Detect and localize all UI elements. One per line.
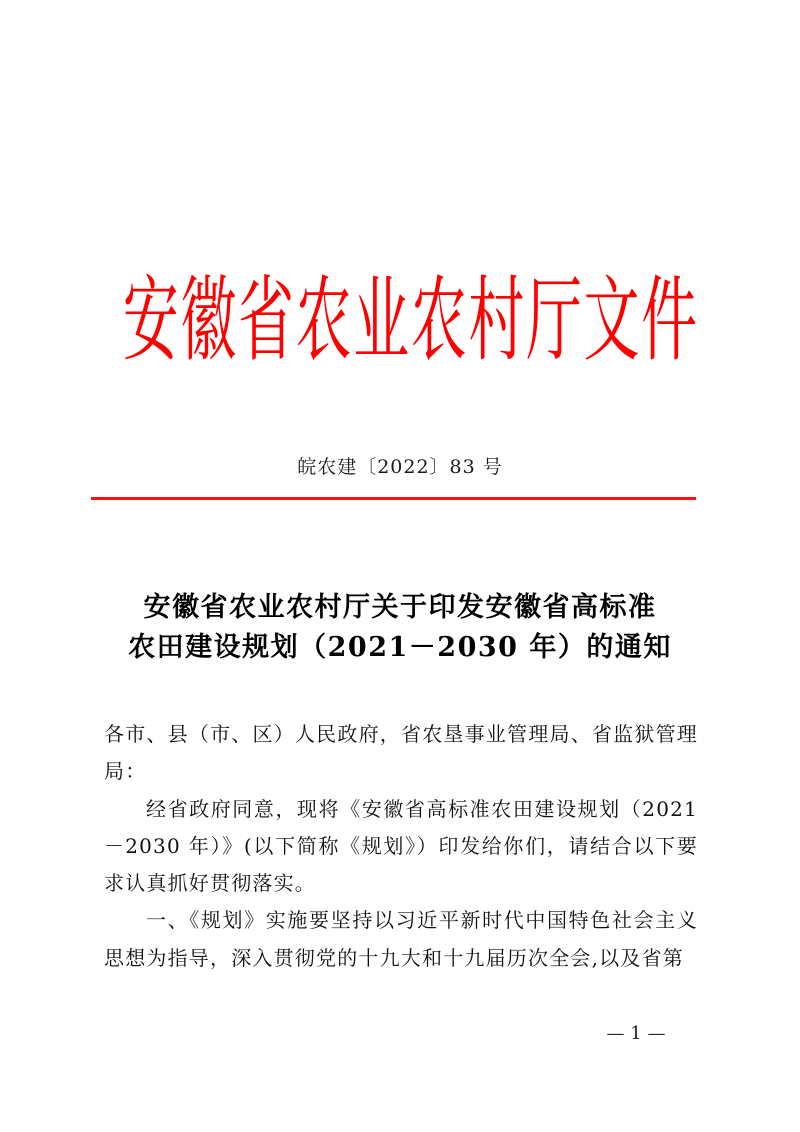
title-line-2: 农田建设规划（2021－2030 年）的通知 (128, 632, 672, 663)
masthead-char: 安 (122, 267, 179, 375)
page-number: — 1 — (606, 1023, 666, 1044)
masthead-char: 件 (641, 267, 698, 375)
body-paragraph: 经省政府同意，现将《安徽省高标准农田建设规划（2021－2030 年）》(以下简称《规划》）印发给你们，请结合以下要求认真抓好贯彻落实。 (104, 796, 698, 896)
masthead-char: 农 (295, 267, 352, 375)
masthead-char: 业 (353, 267, 410, 375)
salutation: 各市、县（市、区）人民政府，省农垦事业管理局、省监狱管理局： (104, 722, 698, 784)
title-line-1: 安徽省农业农村厅关于印发安徽省高标准 (143, 592, 657, 623)
document-body (104, 716, 698, 977)
document-number: 皖农建〔2022〕83 号 (297, 456, 503, 478)
masthead-char: 村 (468, 267, 525, 375)
masthead-char: 农 (410, 267, 467, 375)
masthead-char: 厅 (525, 267, 582, 375)
masthead-char: 文 (583, 267, 640, 375)
masthead-char: 省 (237, 267, 294, 375)
document-title (0, 588, 800, 668)
body-paragraph: 一、《规划》实施要坚持以习近平新时代中国特色社会主义思想为指导，深入贯彻党的十九大和十九届历次全会,以及省第 (104, 908, 698, 970)
masthead-title (122, 267, 698, 375)
red-divider-rule (91, 497, 696, 500)
masthead-char: 徽 (180, 267, 237, 375)
